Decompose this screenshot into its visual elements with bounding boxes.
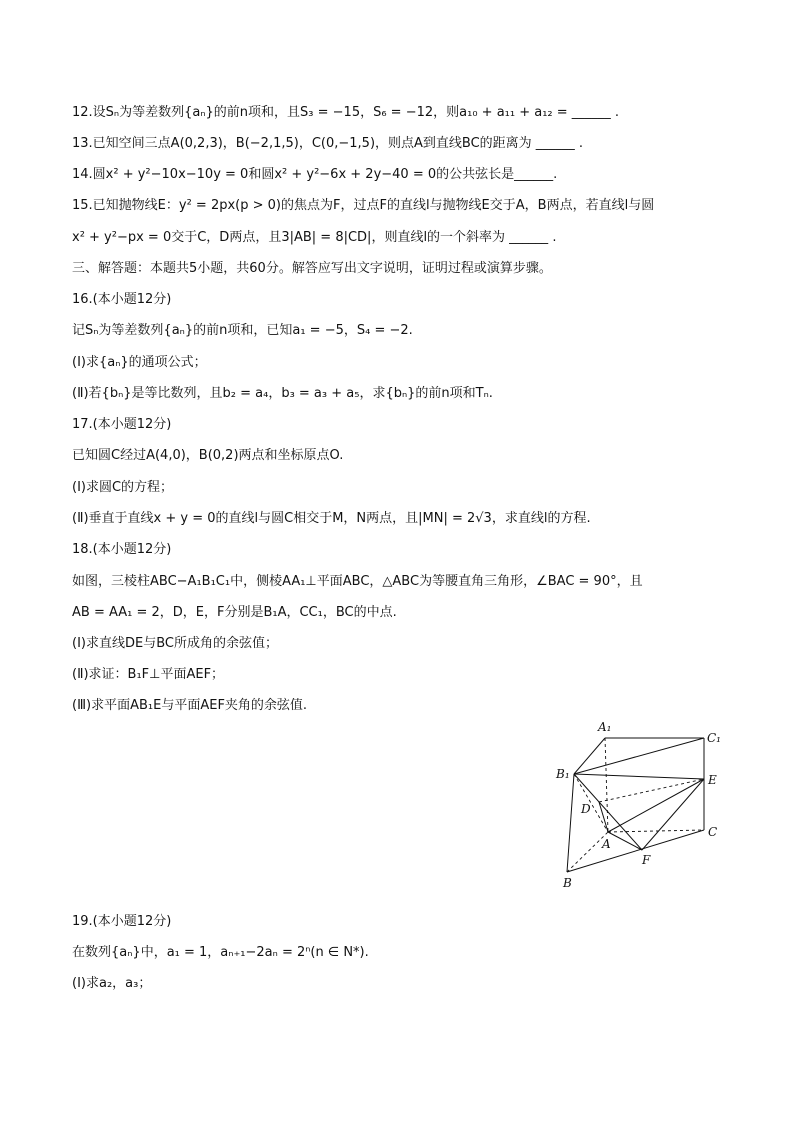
question-13: 13.已知空间三点A(0,2,3)，B(−2,1,5)，C(0,−1,5)，则点A到直线BC的距离为 ______ .: [72, 136, 584, 151]
edge-a-f: [608, 832, 642, 850]
question-15-line-1: 15.已知抛物线E：y² = 2px(p > 0)的焦点为F，过点F的直线l与抛物线E交于A，B两点，若直线l与圆: [72, 198, 655, 213]
question-18-stem-line-2: AB = AA₁ = 2，D，E，F分别是B₁A，CC₁，BC的中点.: [72, 605, 397, 620]
question-18-part-1: (Ⅰ)求直线DE与BC所成角的余弦值；: [72, 636, 278, 651]
question-12: 12.设Sₙ为等差数列{aₙ}的前n项和，且S₃ = −15，S₆ = −12，则a₁₀ + a₁₁ + a₁₂ = ______ .: [72, 105, 620, 120]
question-16-part-2: (Ⅱ)若{bₙ}是等比数列，且b₂ = a₄，b₃ = a₃ + a₅，求{bₙ}的前n项和Tₙ.: [72, 386, 493, 401]
question-14: 14.圆x² + y²−10x−10y = 0和圆x² + y²−6x + 2y−40 = 0的公共弦长是______.: [72, 167, 558, 182]
label-b1: B₁: [556, 767, 570, 781]
question-16-part-1: (Ⅰ)求{aₙ}的通项公式；: [72, 355, 207, 370]
prism-figure: [550, 712, 730, 892]
edge-b1-b: [567, 774, 574, 872]
question-18-stem-line-1: 如图，三棱柱ABC−A₁B₁C₁中，侧棱AA₁⊥平面ABC，△ABC为等腰直角三角形，∠BAC = 90°，且: [72, 574, 643, 589]
question-19-title: 19.(本小题12分): [72, 914, 172, 929]
edge-b-c: [567, 830, 704, 872]
edge-a-e: [608, 779, 704, 832]
question-15-line-2: x² + y²−px = 0交于C，D两点，且3|AB| = 8|CD|，则直线l的一个斜率为 ______ .: [72, 230, 557, 245]
label-f: F: [642, 853, 651, 867]
edge-b1-e: [574, 774, 704, 779]
question-16-stem: 记Sₙ为等差数列{aₙ}的前n项和，已知a₁ = −5，S₄ = −2.: [72, 323, 413, 338]
section-heading: 三、解答题：本题共5小题，共60分。解答应写出文字说明，证明过程或演算步骤。: [72, 261, 552, 276]
question-18-title: 18.(本小题12分): [72, 542, 172, 557]
hidden-edge-b1-a: [574, 774, 608, 832]
question-19-part-1: (Ⅰ)求a₂，a₃；: [72, 976, 152, 991]
hidden-edge-d-e: [599, 779, 704, 802]
edge-b1-c1: [574, 738, 704, 774]
label-b: B: [563, 876, 572, 890]
hidden-edge-a-c: [608, 830, 704, 832]
question-17-stem: 已知圆C经过A(4,0)，B(0,2)两点和坐标原点O.: [72, 448, 344, 463]
label-c: C: [708, 825, 718, 839]
question-19-stem: 在数列{aₙ}中，a₁ = 1，aₙ₊₁−2aₙ = 2ⁿ(n ∈ N*).: [72, 945, 369, 960]
question-16-title: 16.(本小题12分): [72, 292, 172, 307]
edge-a1-b1: [574, 738, 605, 774]
label-d: D: [581, 802, 591, 816]
question-18-part-2: (Ⅱ)求证：B₁F⊥平面AEF；: [72, 667, 225, 682]
question-17-part-1: (Ⅰ)求圆C的方程；: [72, 480, 174, 495]
question-17-part-2: (Ⅱ)垂直于直线x + y = 0的直线l与圆C相交于M，N两点，且|MN| = 2√3，求直线l的方程.: [72, 511, 591, 526]
question-17-title: 17.(本小题12分): [72, 417, 172, 432]
label-a1: A₁: [598, 720, 612, 734]
label-c1: C₁: [707, 731, 721, 745]
hidden-edge-a1-a: [605, 738, 608, 832]
question-18-part-3: (Ⅲ)求平面AB₁E与平面AEF夹角的余弦值.: [72, 698, 308, 713]
label-a: A: [602, 837, 611, 851]
label-e: E: [708, 773, 717, 787]
